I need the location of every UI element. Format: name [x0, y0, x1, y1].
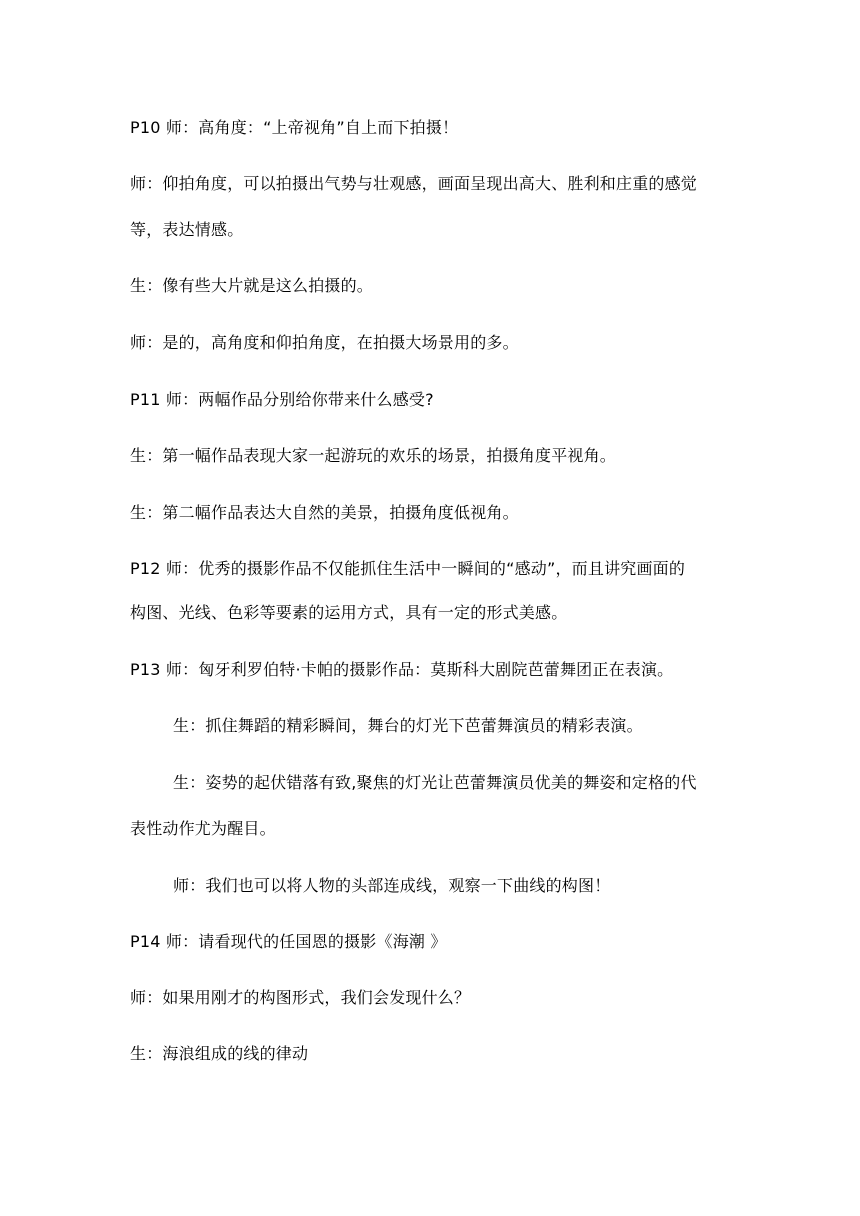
text-line-student-posture: 生：姿势的起伏错落有致,聚焦的灯光让芭蕾舞演员优美的舞姿和定格的代: [173, 773, 697, 792]
text-line-p11-teacher: P11 师：两幅作品分别给你带来什么感受?: [130, 390, 434, 409]
text-line-teacher-low-angle: 师：仰拍角度，可以拍摄出气势与壮观感，画面呈现出高大、胜利和庄重的感觉: [130, 174, 698, 193]
text-line-student-wave-rhythm: 生：海浪组成的线的律动: [130, 1044, 309, 1063]
text-line-student-first-work: 生：第一幅作品表现大家一起游玩的欢乐的场景，拍摄角度平视角。: [130, 446, 617, 465]
text-line-p13-teacher: P13 师：匈牙利罗伯特·卡帕的摄影作品：莫斯科大剧院芭蕾舞团正在表演。: [130, 660, 674, 679]
text-line-teacher-curve-composition: 师：我们也可以将人物的头部连成线，观察一下曲线的构图！: [173, 876, 611, 895]
text-line-p12-teacher: P12 师：优秀的摄影作品不仅能抓住生活中一瞬间的“感动”，而且讲究画面的: [130, 559, 686, 578]
text-line-teacher-large-scenes: 师：是的，高角度和仰拍角度，在拍摄大场景用的多。: [130, 333, 519, 352]
text-line-composition-elements: 构图、光线、色彩等要素的运用方式，具有一定的形式美感。: [130, 603, 568, 622]
text-line-teacher-question: 师：如果用刚才的构图形式，我们会发现什么？: [130, 988, 471, 1007]
text-line-express-emotion: 等，表达情感。: [130, 220, 244, 239]
text-line-p10-teacher: P10 师：高角度：“上帝视角”自上而下拍摄！: [130, 118, 459, 137]
text-line-student-dance-moment: 生：抓住舞蹈的精彩瞬间，舞台的灯光下芭蕾舞演员的精彩表演。: [173, 716, 643, 735]
text-line-p14-teacher: P14 师：请看现代的任国恩的摄影《海潮 》: [130, 932, 447, 951]
text-line-representative-action: 表性动作尤为醒目。: [130, 819, 276, 838]
text-line-student-blockbuster: 生：像有些大片就是这么拍摄的。: [130, 276, 374, 295]
text-line-student-second-work: 生：第二幅作品表达大自然的美景，拍摄角度低视角。: [130, 503, 519, 522]
